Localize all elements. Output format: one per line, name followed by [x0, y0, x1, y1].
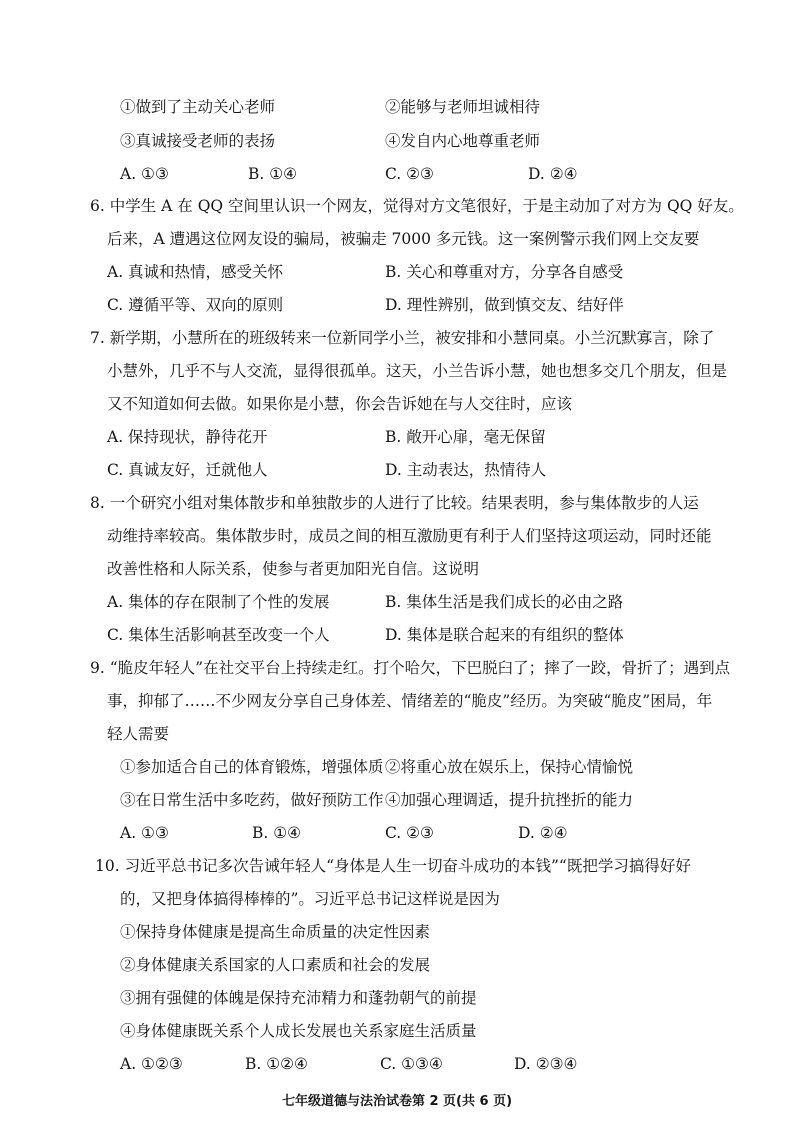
q7-option-a: A. 保持现状，静待花开	[107, 428, 268, 446]
q10-statement-1: ①保持身体健康是提高生命质量的决定性因素	[120, 923, 431, 941]
q9-option-a: A. ①③	[120, 824, 169, 842]
q9-stem-line-1: 9. “脆皮年轻人”在社交平台上持续走红。打个哈欠，下巴脱臼了；摔了一跤，骨折了；遇到点	[90, 659, 731, 677]
q7-stem-line-1: 7. 新学期，小慧所在的班级转来一位新同学小兰，被安排和小慧同桌。小兰沉默寡言，除了	[90, 329, 715, 347]
q9-statement-3: ③在日常生活中多吃药，做好预防工作	[120, 791, 384, 809]
q10-option-b: B. ①②④	[245, 1055, 308, 1073]
q9-stem-line-3: 轻人需要	[107, 725, 170, 743]
q6-option-c: C. 遵循平等、双向的原则	[107, 296, 284, 314]
q8-option-c: C. 集体生活影响甚至改变一个人	[107, 626, 330, 644]
q9-statement-4: ④加强心理调适，提升抗挫折的能力	[385, 791, 634, 809]
q8-option-d: D. 集体是联合起来的有组织的整体	[385, 626, 624, 644]
q10-option-c: C. ①③④	[380, 1055, 443, 1073]
q8-option-a: A. 集体的存在限制了个性的发展	[107, 593, 330, 611]
q10-stem-line-1: 10. 习近平总书记多次告诫年轻人“身体是人生一切奋斗成功的本钱”“既把学习搞得好好	[95, 857, 691, 875]
q5-statement-4: ④发自内心地尊重老师	[385, 132, 541, 150]
q5-statement-2: ②能够与老师坦诚相待	[385, 98, 541, 116]
q9-statement-1: ①参加适合自己的体育锻炼，增强体质	[120, 758, 384, 776]
q6-option-b: B. 关心和尊重对方，分享各自感受	[385, 263, 624, 281]
q8-stem-line-2: 动维持率较高。集体散步时，成员之间的相互激励更有利于人们坚持这项运动，同时还能	[107, 527, 712, 545]
q7-option-d: D. 主动表达，热情待人	[385, 461, 547, 479]
q8-stem-line-3: 改善性格和人际关系，使参与者更加阳光自信。这说明	[107, 560, 480, 578]
q9-statement-2: ②将重心放在娱乐上，保持心情愉悦	[385, 758, 634, 776]
q5-option-c: C. ②③	[385, 165, 434, 183]
q8-option-b: B. 集体生活是我们成长的必由之路	[385, 593, 624, 611]
q7-stem-line-3: 又不知道如何去做。如果你是小慧，你会告诉她在与人交往时，应该	[107, 395, 573, 413]
q10-statement-3: ③拥有强健的体魄是保持充沛精力和蓬勃朝气的前提	[120, 989, 477, 1007]
q6-option-a: A. 真诚和热情，感受关怀	[107, 263, 284, 281]
q6-option-d: D. 理性辨别，做到慎交友、结好伴	[385, 296, 624, 314]
q9-stem-line-2: 事，抑郁了……不少网友分享自己身体差、情绪差的“脆皮”经历。为突破“脆皮”困局，年	[107, 692, 713, 710]
page-footer: 七年级道德与法治试卷第 2 页(共 6 页)	[281, 1094, 513, 1109]
q7-stem-line-2: 小慧外，几乎不与人交流，显得很孤单。这天，小兰告诉小慧，她也想多交几个朋友，但是	[107, 362, 728, 380]
q10-statement-4: ④身体健康既关系个人成长发展也关系家庭生活质量	[120, 1022, 477, 1040]
q6-stem-line-2: 后来，A 遭遇这位网友设的骗局，被骗走 7000 多元钱。这一案例警示我们网上交友要	[107, 230, 700, 248]
q10-option-a: A. ①②③	[120, 1055, 183, 1073]
q9-option-c: C. ②③	[385, 824, 434, 842]
q5-statement-3: ③真诚接受老师的表扬	[120, 132, 276, 150]
q5-option-a: A. ①③	[120, 165, 169, 183]
q7-option-b: B. 敞开心扉，毫无保留	[385, 428, 546, 446]
q9-option-b: B. ①④	[252, 824, 302, 842]
q10-statement-2: ②身体健康关系国家的人口素质和社会的发展	[120, 956, 431, 974]
q5-option-d: D. ②④	[528, 165, 578, 183]
q10-option-d: D. ②③④	[514, 1055, 578, 1073]
q5-statement-1: ①做到了主动关心老师	[120, 98, 276, 116]
q9-option-d: D. ②④	[518, 824, 568, 842]
q10-stem-line-2: 的，又把身体搞得棒棒的”。习近平总书记这样说是因为	[120, 890, 500, 908]
q8-stem-line-1: 8. 一个研究小组对集体散步和单独散步的人进行了比较。结果表明，参与集体散步的人运	[90, 494, 699, 512]
q5-option-b: B. ①④	[248, 165, 298, 183]
q7-option-c: C. 真诚友好，迁就他人	[107, 461, 268, 479]
q6-stem-line-1: 6. 中学生 A 在 QQ 空间里认识一个网友，觉得对方文笔很好，于是主动加了对方为 QQ 好友。	[90, 197, 744, 215]
